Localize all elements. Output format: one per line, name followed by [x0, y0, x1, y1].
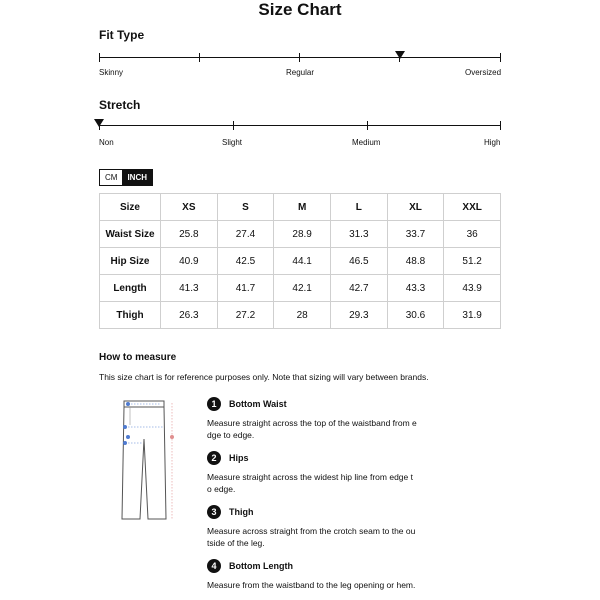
step-description: Measure from the waistband to the leg opening or hem. — [207, 580, 416, 590]
waist-dot — [126, 402, 130, 406]
scale-tick — [500, 121, 501, 130]
scale-tick — [199, 53, 200, 62]
row-label: Hip Size — [100, 248, 161, 275]
table-cell: 27.4 — [217, 221, 274, 248]
table-cell: 41.7 — [217, 275, 274, 302]
fit-type-tick-label: Skinny — [99, 68, 124, 77]
scale-tick — [233, 121, 234, 130]
table-cell: 42.5 — [217, 248, 274, 275]
table-header-cell: M — [274, 194, 331, 221]
step-number-badge: 1 — [207, 397, 221, 411]
table-row — [100, 248, 501, 275]
table-cell: 28 — [274, 302, 331, 329]
row-label: Length — [100, 275, 161, 302]
scale-tick — [367, 121, 368, 130]
stretch-tick-label: High — [484, 138, 501, 147]
table-cell: 46.5 — [330, 248, 387, 275]
table-cell: 40.9 — [161, 248, 218, 275]
table-header-cell: S — [217, 194, 274, 221]
table-cell: 30.6 — [387, 302, 444, 329]
size-table — [99, 193, 501, 329]
scale-tick — [299, 53, 300, 62]
stretch-tick-label: Medium — [352, 138, 381, 147]
step-number-badge: 4 — [207, 559, 221, 573]
row-label: Thigh — [100, 302, 161, 329]
step-name: Bottom Length — [229, 561, 293, 571]
step-name: Hips — [229, 453, 249, 463]
table-cell: 48.8 — [387, 248, 444, 275]
pants-outline-shape — [122, 407, 166, 519]
table-row — [100, 275, 501, 302]
table-cell: 41.3 — [161, 275, 218, 302]
measure-step-bottom-length — [207, 559, 417, 591]
table-cell: 27.2 — [217, 302, 274, 329]
fit-type-marker-icon — [395, 51, 405, 59]
table-cell: 42.7 — [330, 275, 387, 302]
step-number-badge: 3 — [207, 505, 221, 519]
step-description: Measure straight across the top of the waistband from edge to edge. — [207, 418, 417, 440]
row-label: Waist Size — [100, 221, 161, 248]
step-description: Measure straight across the widest hip line from edge to edge. — [207, 472, 413, 494]
stretch-label: Stretch — [99, 98, 141, 112]
stretch-tick-label: Non — [99, 138, 114, 147]
scale-tick — [99, 53, 100, 62]
table-cell: 33.7 — [387, 221, 444, 248]
step-name: Bottom Waist — [229, 399, 287, 409]
measure-step-thigh — [207, 505, 417, 549]
table-header-cell: L — [330, 194, 387, 221]
table-cell: 42.1 — [274, 275, 331, 302]
table-cell: 43.3 — [387, 275, 444, 302]
table-header-cell: XS — [161, 194, 218, 221]
unit-inch-button[interactable]: INCH — [122, 170, 152, 185]
table-cell: 26.3 — [161, 302, 218, 329]
table-cell: 25.8 — [161, 221, 218, 248]
table-row — [100, 221, 501, 248]
hip-dot — [123, 425, 127, 429]
thigh-dot — [123, 441, 127, 445]
step-name: Thigh — [229, 507, 254, 517]
step-number-badge: 2 — [207, 451, 221, 465]
scale-line — [99, 57, 501, 58]
unit-cm-button[interactable]: CM — [105, 173, 118, 182]
table-cell: 36 — [444, 221, 501, 248]
table-cell: 44.1 — [274, 248, 331, 275]
measure-step-bottom-waist — [207, 397, 417, 441]
stretch-tick-label: Slight — [222, 138, 243, 147]
table-header-cell: Size — [100, 194, 161, 221]
table-cell: 43.9 — [444, 275, 501, 302]
length-dot — [170, 435, 174, 439]
fit-type-tick-label: Oversized — [465, 68, 502, 77]
table-cell: 31.9 — [444, 302, 501, 329]
pants-diagram-icon — [108, 395, 186, 523]
table-header-cell: XXL — [444, 194, 501, 221]
table-header-cell: XL — [387, 194, 444, 221]
table-header-row — [100, 194, 501, 221]
stretch-marker-icon — [94, 119, 104, 127]
measure-step-hips — [207, 451, 417, 495]
step-description: Measure across straight from the crotch seam to the outside of the leg. — [207, 526, 416, 548]
table-cell: 31.3 — [330, 221, 387, 248]
stretch-scale — [99, 121, 501, 131]
fit-type-scale — [99, 53, 501, 63]
table-row — [100, 302, 501, 329]
table-cell: 28.9 — [274, 221, 331, 248]
table-cell: 51.2 — [444, 248, 501, 275]
thigh-dot — [126, 435, 130, 439]
how-to-measure-title: How to measure — [99, 352, 177, 363]
scale-tick — [500, 53, 501, 62]
page-title: Size Chart — [258, 0, 342, 19]
unit-toggle — [99, 169, 153, 186]
how-to-measure-note: This size chart is for reference purposes only. Note that sizing will vary between brands. — [99, 372, 429, 382]
fit-type-tick-label: Regular — [286, 68, 315, 77]
fit-type-label: Fit Type — [99, 28, 145, 42]
scale-line — [99, 125, 501, 126]
table-cell: 29.3 — [330, 302, 387, 329]
